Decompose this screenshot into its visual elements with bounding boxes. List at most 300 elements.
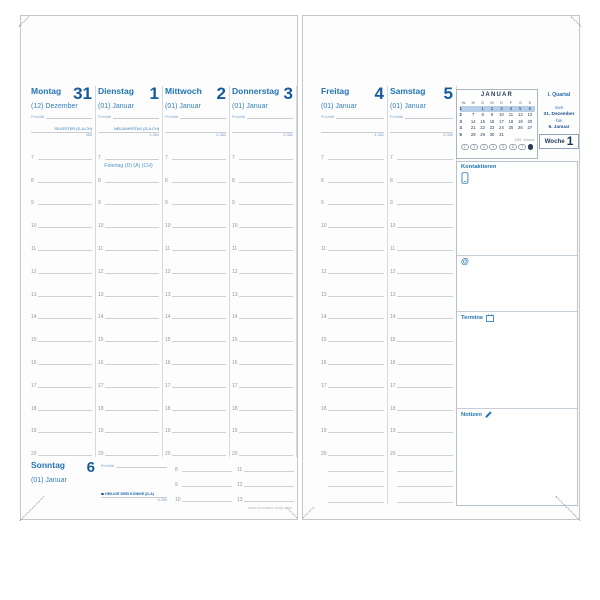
left-page [20, 15, 298, 520]
hour-label: 10 [321, 223, 327, 230]
priority-label: Priorität [31, 115, 45, 119]
hour-line [397, 341, 453, 342]
hour-label: 17 [31, 382, 37, 389]
hour-label: 17 [98, 382, 104, 389]
hour-label: 20 [321, 451, 327, 458]
hour-line [172, 387, 226, 388]
hour-line [38, 341, 92, 342]
holiday-box [31, 127, 92, 139]
hour-label: 14 [321, 314, 327, 321]
hour-row [165, 412, 226, 435]
hour-row [31, 412, 92, 435]
sunday-middle [99, 458, 173, 508]
hour-label: 17 [232, 382, 238, 389]
priority-line [116, 464, 167, 468]
holiday-name: NEUJAHRSTAG (D-A-CH) [98, 127, 159, 133]
day-header [31, 86, 92, 138]
hour-row [165, 366, 226, 389]
day-name: Donnerstag [232, 86, 280, 96]
hour-label: 13 [390, 291, 396, 298]
hour-row [175, 473, 232, 488]
hour-row [321, 343, 384, 366]
hour-label: 11 [165, 245, 171, 252]
hour-line [105, 410, 159, 411]
calendar-day: 6 [525, 106, 534, 112]
hour-line [105, 432, 159, 433]
hour-row [232, 298, 293, 321]
section-label-row [461, 314, 573, 322]
hour-line [38, 364, 92, 365]
priority-line [113, 115, 159, 119]
day-header-row [31, 86, 92, 103]
hour-row [321, 252, 384, 275]
sidebar-section-kontaktieren [457, 162, 577, 255]
hour-line [105, 387, 159, 388]
hour-label: 11 [31, 245, 37, 252]
hour-label: 8 [390, 177, 393, 184]
hour-row [232, 389, 293, 412]
priority-line [336, 115, 384, 119]
hour-label: 9 [98, 200, 101, 207]
hour-row-unnumbered [321, 457, 384, 473]
day-month: (01) Januar [165, 103, 201, 110]
hour-label: 20 [165, 451, 171, 458]
sunday-hour-column [235, 458, 297, 508]
calendar-icon [486, 314, 494, 322]
hour-label: 12 [165, 268, 171, 275]
hour-row [98, 138, 159, 161]
phone-icon [461, 172, 469, 184]
hour-line [239, 182, 293, 183]
hour-line [397, 227, 453, 228]
weekday-header: M [490, 99, 494, 105]
hour-line [397, 502, 453, 503]
hour-line [397, 364, 453, 365]
holiday-name: SILVESTER (D-A-CH) [31, 127, 92, 133]
hour-line [172, 273, 226, 274]
calendar-day: 19 [518, 118, 523, 124]
hour-line [328, 364, 384, 365]
hour-row [232, 320, 293, 343]
hour-line [328, 502, 384, 503]
hour-line [172, 341, 226, 342]
hour-row [232, 343, 293, 366]
hour-label: 7 [390, 154, 393, 161]
hour-line [239, 318, 293, 319]
hour-label: 7 [165, 154, 168, 161]
hour-line [172, 455, 226, 456]
hour-label: 10 [31, 223, 37, 230]
mini-calendar-title: JANUAR [480, 91, 514, 98]
hour-row-unnumbered [390, 473, 453, 489]
hour-row [390, 366, 453, 389]
hour-line [105, 364, 159, 365]
hour-label: 18 [321, 405, 327, 412]
hour-line [239, 296, 293, 297]
hour-row [232, 275, 293, 298]
hour-label: 19 [321, 428, 327, 435]
hour-label: 9 [390, 200, 393, 207]
day-header-row [321, 86, 384, 103]
calendar-day: 29 [480, 131, 485, 137]
hour-line [182, 501, 232, 502]
hour-line [328, 471, 384, 472]
hour-row [390, 320, 453, 343]
hour-line [328, 432, 384, 433]
hour-line [105, 204, 159, 205]
hour-line [239, 159, 293, 160]
hour-line [397, 204, 453, 205]
hour-label: 7 [321, 154, 324, 161]
hour-label: 12 [31, 268, 37, 275]
week-box-label: Woche [544, 137, 565, 145]
hour-line [397, 432, 453, 433]
hour-row [390, 434, 453, 457]
holiday-box [98, 127, 159, 139]
hour-label: 8 [175, 467, 178, 473]
section-label: Termine [461, 315, 484, 321]
day-header-row [165, 86, 226, 103]
hour-line [328, 318, 384, 319]
hour-row [165, 389, 226, 412]
hour-row [31, 161, 92, 184]
mini-calendar-grid [460, 100, 535, 138]
hour-label: 13 [98, 291, 104, 298]
hour-row [165, 229, 226, 252]
calendar-day [516, 132, 525, 138]
hour-label: 15 [165, 337, 171, 344]
left-day-grid [29, 86, 297, 457]
hour-line [239, 204, 293, 205]
hour-line [328, 250, 384, 251]
hour-row [232, 206, 293, 229]
month-tabs [460, 144, 535, 150]
priority-row [31, 112, 92, 119]
hour-line [38, 410, 92, 411]
hour-row [165, 343, 226, 366]
hour-label: 20 [98, 451, 104, 458]
hour-row-unnumbered [321, 488, 384, 504]
hour-label: 14 [390, 314, 396, 321]
hour-row [390, 275, 453, 298]
week-number: 1 [460, 106, 469, 112]
hour-row [390, 412, 453, 435]
day-month: (01) Januar [321, 103, 357, 110]
hour-label: 12 [232, 268, 238, 275]
hour-label: 10 [175, 497, 181, 503]
hour-line [239, 432, 293, 433]
day-month: (01) Januar [232, 103, 268, 110]
hour-row [98, 412, 159, 435]
hour-line [172, 227, 226, 228]
priority-line [46, 115, 92, 119]
hour-label: 17 [165, 382, 171, 389]
sunday-hour-grid [173, 458, 297, 508]
hour-label: 18 [390, 405, 396, 412]
hour-label: 15 [31, 337, 37, 344]
hour-line [38, 159, 92, 160]
hour-line [38, 250, 92, 251]
day-column-samstag [388, 86, 457, 504]
hour-row [390, 343, 453, 366]
month-tab: 7 [518, 144, 526, 150]
hour-line [239, 410, 293, 411]
hour-line [172, 182, 226, 183]
hour-row-unnumbered [390, 488, 453, 504]
hour-label: 19 [98, 428, 104, 435]
sunday-block [29, 458, 297, 508]
sunday-hour-column [173, 458, 235, 508]
hour-row [31, 184, 92, 207]
hour-line [38, 296, 92, 297]
hour-row [390, 161, 453, 184]
day-column-freitag [319, 86, 388, 504]
range-from-label: vom [554, 105, 564, 110]
hour-row [390, 229, 453, 252]
calendar-day: 14 [470, 118, 476, 124]
hour-row [165, 138, 226, 161]
hour-row [390, 298, 453, 321]
hour-label: 10 [390, 223, 396, 230]
day-header [390, 86, 453, 138]
hour-label: 7 [98, 154, 101, 161]
hour-row [321, 320, 384, 343]
priority-row [321, 112, 384, 119]
day-column-mittwoch [163, 86, 230, 457]
hour-row [232, 138, 293, 161]
day-header [98, 86, 159, 138]
weekday-header: S [519, 99, 522, 105]
hour-line [38, 227, 92, 228]
hour-grid [232, 138, 293, 457]
week-box-number: 1 [566, 134, 574, 148]
hour-line [239, 227, 293, 228]
priority-label: Priorität [321, 115, 335, 119]
day-number: 5 [443, 84, 453, 103]
hour-label: 18 [31, 405, 37, 412]
quarter-info [539, 92, 579, 149]
hour-line [397, 182, 453, 183]
hour-line [397, 159, 453, 160]
hour-row [98, 184, 159, 207]
hour-line [328, 227, 384, 228]
hour-row [232, 412, 293, 435]
priority-row [98, 112, 159, 119]
hour-row [321, 366, 384, 389]
hour-line [172, 204, 226, 205]
calendar-day: 5 [516, 106, 525, 112]
hour-label: 9 [175, 482, 178, 488]
hour-label: 11 [321, 245, 327, 252]
hour-row [98, 343, 159, 366]
hour-label: 8 [31, 177, 34, 184]
section-label-row [461, 411, 573, 418]
hour-row [31, 434, 92, 457]
week-number: 2 [459, 112, 462, 118]
hour-line [328, 341, 384, 342]
hour-line [328, 455, 384, 456]
month-tab: 3 [480, 144, 488, 150]
hour-row [31, 343, 92, 366]
hour-row [98, 434, 159, 457]
hour-line [38, 387, 92, 388]
hour-line [105, 250, 159, 251]
hour-label: 16 [165, 359, 171, 366]
hour-row [321, 161, 384, 184]
range-from-date: 31. Dezember [543, 111, 575, 117]
priority-label: Priorität [232, 115, 246, 119]
hour-label: 16 [98, 359, 104, 366]
range-to-date: 6. Januar [548, 124, 570, 130]
hour-label: 20 [232, 451, 238, 458]
hour-line [38, 273, 92, 274]
hour-row [232, 434, 293, 457]
day-column-montag [29, 86, 96, 457]
hour-line [397, 486, 453, 487]
hour-label: 14 [98, 314, 104, 321]
mini-calendar-footnote: 1/52. Woche [514, 138, 535, 143]
hour-line [105, 227, 159, 228]
calendar-day: 2 [487, 106, 496, 112]
month-tab: 2 [470, 144, 478, 150]
hour-grid [165, 138, 226, 457]
hour-row [98, 298, 159, 321]
hour-label: 13 [237, 497, 243, 503]
hour-row [31, 320, 92, 343]
hour-label: 14 [31, 314, 37, 321]
hour-label: 12 [98, 268, 104, 275]
calendar-day: 17 [499, 118, 504, 124]
hour-line [182, 486, 232, 487]
hour-row [31, 252, 92, 275]
hour-line [182, 471, 232, 472]
day-month: (01) Januar [390, 103, 426, 110]
calendar-day: 25 [508, 125, 514, 131]
calendar-day: 16 [489, 118, 495, 124]
day-of-year: 4-361 [374, 133, 384, 137]
hour-line [397, 273, 453, 274]
weekday-header: D [481, 99, 485, 105]
day-name: Sonntag [31, 460, 65, 470]
hour-row [321, 138, 384, 161]
week-number: 3 [459, 118, 462, 124]
at-icon: @ [461, 257, 469, 266]
priority-label: Priorität [101, 464, 115, 468]
hour-label: 7 [232, 154, 235, 161]
weekday-header: S [528, 99, 532, 105]
hour-label: 10 [232, 223, 238, 230]
hour-label: 11 [232, 245, 238, 252]
quarter-title: I. Quartal [547, 92, 571, 98]
day-column-dienstag [96, 86, 163, 457]
calendar-day: 22 [480, 125, 485, 131]
hour-row-unnumbered [390, 457, 453, 473]
hour-label: 13 [31, 291, 37, 298]
hour-line [172, 159, 226, 160]
day-number: 6 [86, 459, 95, 476]
hour-label: 11 [390, 245, 396, 252]
hour-row [31, 298, 92, 321]
hour-line [105, 455, 159, 456]
hour-line [105, 341, 159, 342]
hour-line [105, 318, 159, 319]
weekday-header: D [500, 99, 503, 105]
month-tab-current [528, 144, 534, 150]
hour-line [38, 432, 92, 433]
hour-label: 9 [232, 200, 235, 207]
hour-row [232, 184, 293, 207]
calendar-day: 15 [480, 118, 485, 124]
hour-row [98, 389, 159, 412]
hour-line [328, 204, 384, 205]
hour-line [397, 296, 453, 297]
hour-row [165, 206, 226, 229]
hour-line [244, 501, 294, 502]
hour-row [31, 366, 92, 389]
holiday-name: HEILIGE DREI KÖNIGE (D-A) [105, 492, 155, 496]
hour-label: 19 [232, 428, 238, 435]
hour-line [328, 159, 384, 160]
hour-row [98, 320, 159, 343]
hour-row [390, 138, 453, 161]
hour-label: 20 [390, 451, 396, 458]
hour-row [237, 473, 294, 488]
sidebar-sections [456, 161, 578, 506]
holiday-name [321, 128, 384, 133]
calendar-day: 24 [499, 125, 504, 131]
hour-row [232, 229, 293, 252]
holiday-note: Feiertag (D) (A) (CH) [104, 163, 153, 169]
day-name: Mittwoch [165, 86, 202, 96]
hour-label: 12 [321, 268, 327, 275]
calendar-day: 18 [508, 118, 514, 124]
day-name: Samstag [390, 86, 426, 96]
priority-label: Priorität [98, 115, 112, 119]
hour-row [237, 458, 294, 473]
hour-line [328, 410, 384, 411]
priority-label: Priorität [390, 115, 404, 119]
hour-row [321, 206, 384, 229]
right-page [302, 15, 580, 520]
holiday-box [321, 128, 384, 139]
hour-row [165, 161, 226, 184]
day-header-row [31, 460, 95, 477]
hour-line [38, 182, 92, 183]
hour-line [38, 455, 92, 456]
calendar-day: 4 [506, 106, 515, 112]
priority-line [405, 115, 453, 119]
hour-label: 13 [321, 291, 327, 298]
calendar-day: 28 [470, 131, 476, 137]
hour-line [328, 273, 384, 274]
hour-label: 12 [390, 268, 396, 275]
hour-grid [31, 138, 92, 457]
hour-grid [98, 138, 159, 457]
calendar-day: 20 [527, 118, 533, 124]
hour-row [390, 389, 453, 412]
day-month: (01) Januar [31, 477, 67, 484]
month-tab: 5 [499, 144, 507, 150]
hour-label: 11 [98, 245, 104, 252]
calendar-day: 7 [472, 112, 475, 118]
day-month: (01) Januar [98, 103, 134, 110]
day-column-donnerstag [230, 86, 297, 457]
day-header-row [232, 86, 293, 103]
week-box [539, 134, 579, 149]
calendar-day: 27 [527, 125, 533, 131]
hour-label: 13 [232, 291, 238, 298]
hour-row-unnumbered [321, 473, 384, 489]
